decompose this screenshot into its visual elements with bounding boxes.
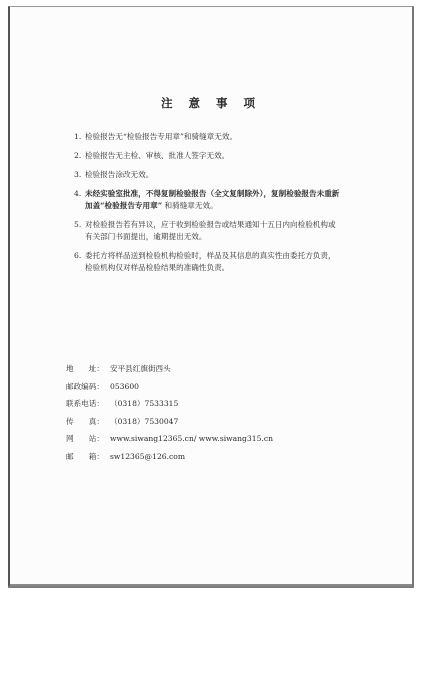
note-text: 加盖“检验报告专用章” — [85, 201, 163, 210]
contact-row — [66, 416, 273, 434]
contact-label: 网 站： — [66, 434, 104, 444]
note-number: 6. — [74, 251, 82, 260]
note-number: 5. — [74, 220, 82, 229]
note-line — [85, 169, 374, 181]
note-text: 和骑缝章无效。 — [162, 201, 218, 210]
contact-row — [66, 363, 273, 381]
note-item — [74, 131, 374, 143]
note-text: 检验机构仅对样品检验结果的准确性负责。 — [85, 263, 230, 272]
note-line — [85, 231, 374, 243]
note-text: 委托方将样品送到检验机构检验时，样品及其信息的真实性由委托方负责， — [85, 251, 336, 260]
note-line — [85, 262, 374, 274]
contact-info — [66, 363, 273, 469]
note-number: 2. — [74, 151, 82, 160]
contact-row — [66, 381, 273, 399]
note-number: 3. — [74, 170, 82, 179]
contact-row — [66, 451, 273, 469]
note-item — [74, 150, 374, 162]
contact-row — [66, 433, 273, 451]
note-text: 检验报告涂改无效。 — [85, 170, 154, 179]
note-text: 有关部门书面提出，逾期提出无效。 — [85, 232, 207, 241]
note-number: 1. — [74, 132, 82, 141]
note-item — [74, 169, 374, 181]
note-line — [85, 219, 374, 231]
note-line — [85, 200, 374, 212]
document-page — [8, 6, 414, 586]
note-item — [74, 219, 374, 243]
contact-label: 联系电话： — [66, 399, 104, 409]
contact-value: （0318）7533315 — [110, 399, 179, 409]
contact-value: （0318）7530047 — [110, 416, 179, 426]
note-text: 检验报告无主检、审核、批准人签字无效。 — [85, 151, 230, 160]
note-line — [85, 150, 374, 162]
contact-value: 安平县红旗街西头 — [110, 364, 171, 373]
note-line — [85, 188, 374, 200]
notes-list — [74, 131, 374, 281]
contact-label: 邮政编码： — [66, 381, 104, 391]
contact-row — [66, 398, 273, 416]
contact-value: 053600 — [110, 381, 139, 391]
note-item — [74, 250, 374, 274]
note-number: 4. — [74, 189, 82, 198]
note-line — [85, 131, 374, 143]
note-text: 未经实验室批准，不得复制检验报告（全文复制除外），复制检验报告未重新 — [85, 189, 340, 198]
page-title: 注 意 事 项 — [160, 96, 261, 110]
note-item — [74, 188, 374, 212]
contact-value: sw12365@126.com — [110, 451, 186, 461]
contact-label: 地 址： — [66, 364, 104, 373]
note-line — [85, 250, 374, 262]
note-text: 对检验报告若有异议，应于收到检验报告或结果通知十五日内向检验机构或 — [85, 220, 336, 229]
contact-label: 传 真： — [66, 416, 104, 426]
contact-value: www.siwang12365.cn/ www.siwang315.cn — [110, 434, 273, 444]
contact-label: 邮 箱： — [66, 451, 104, 461]
note-text: 检验报告无“检验报告专用章”和骑缝章无效。 — [85, 132, 238, 141]
